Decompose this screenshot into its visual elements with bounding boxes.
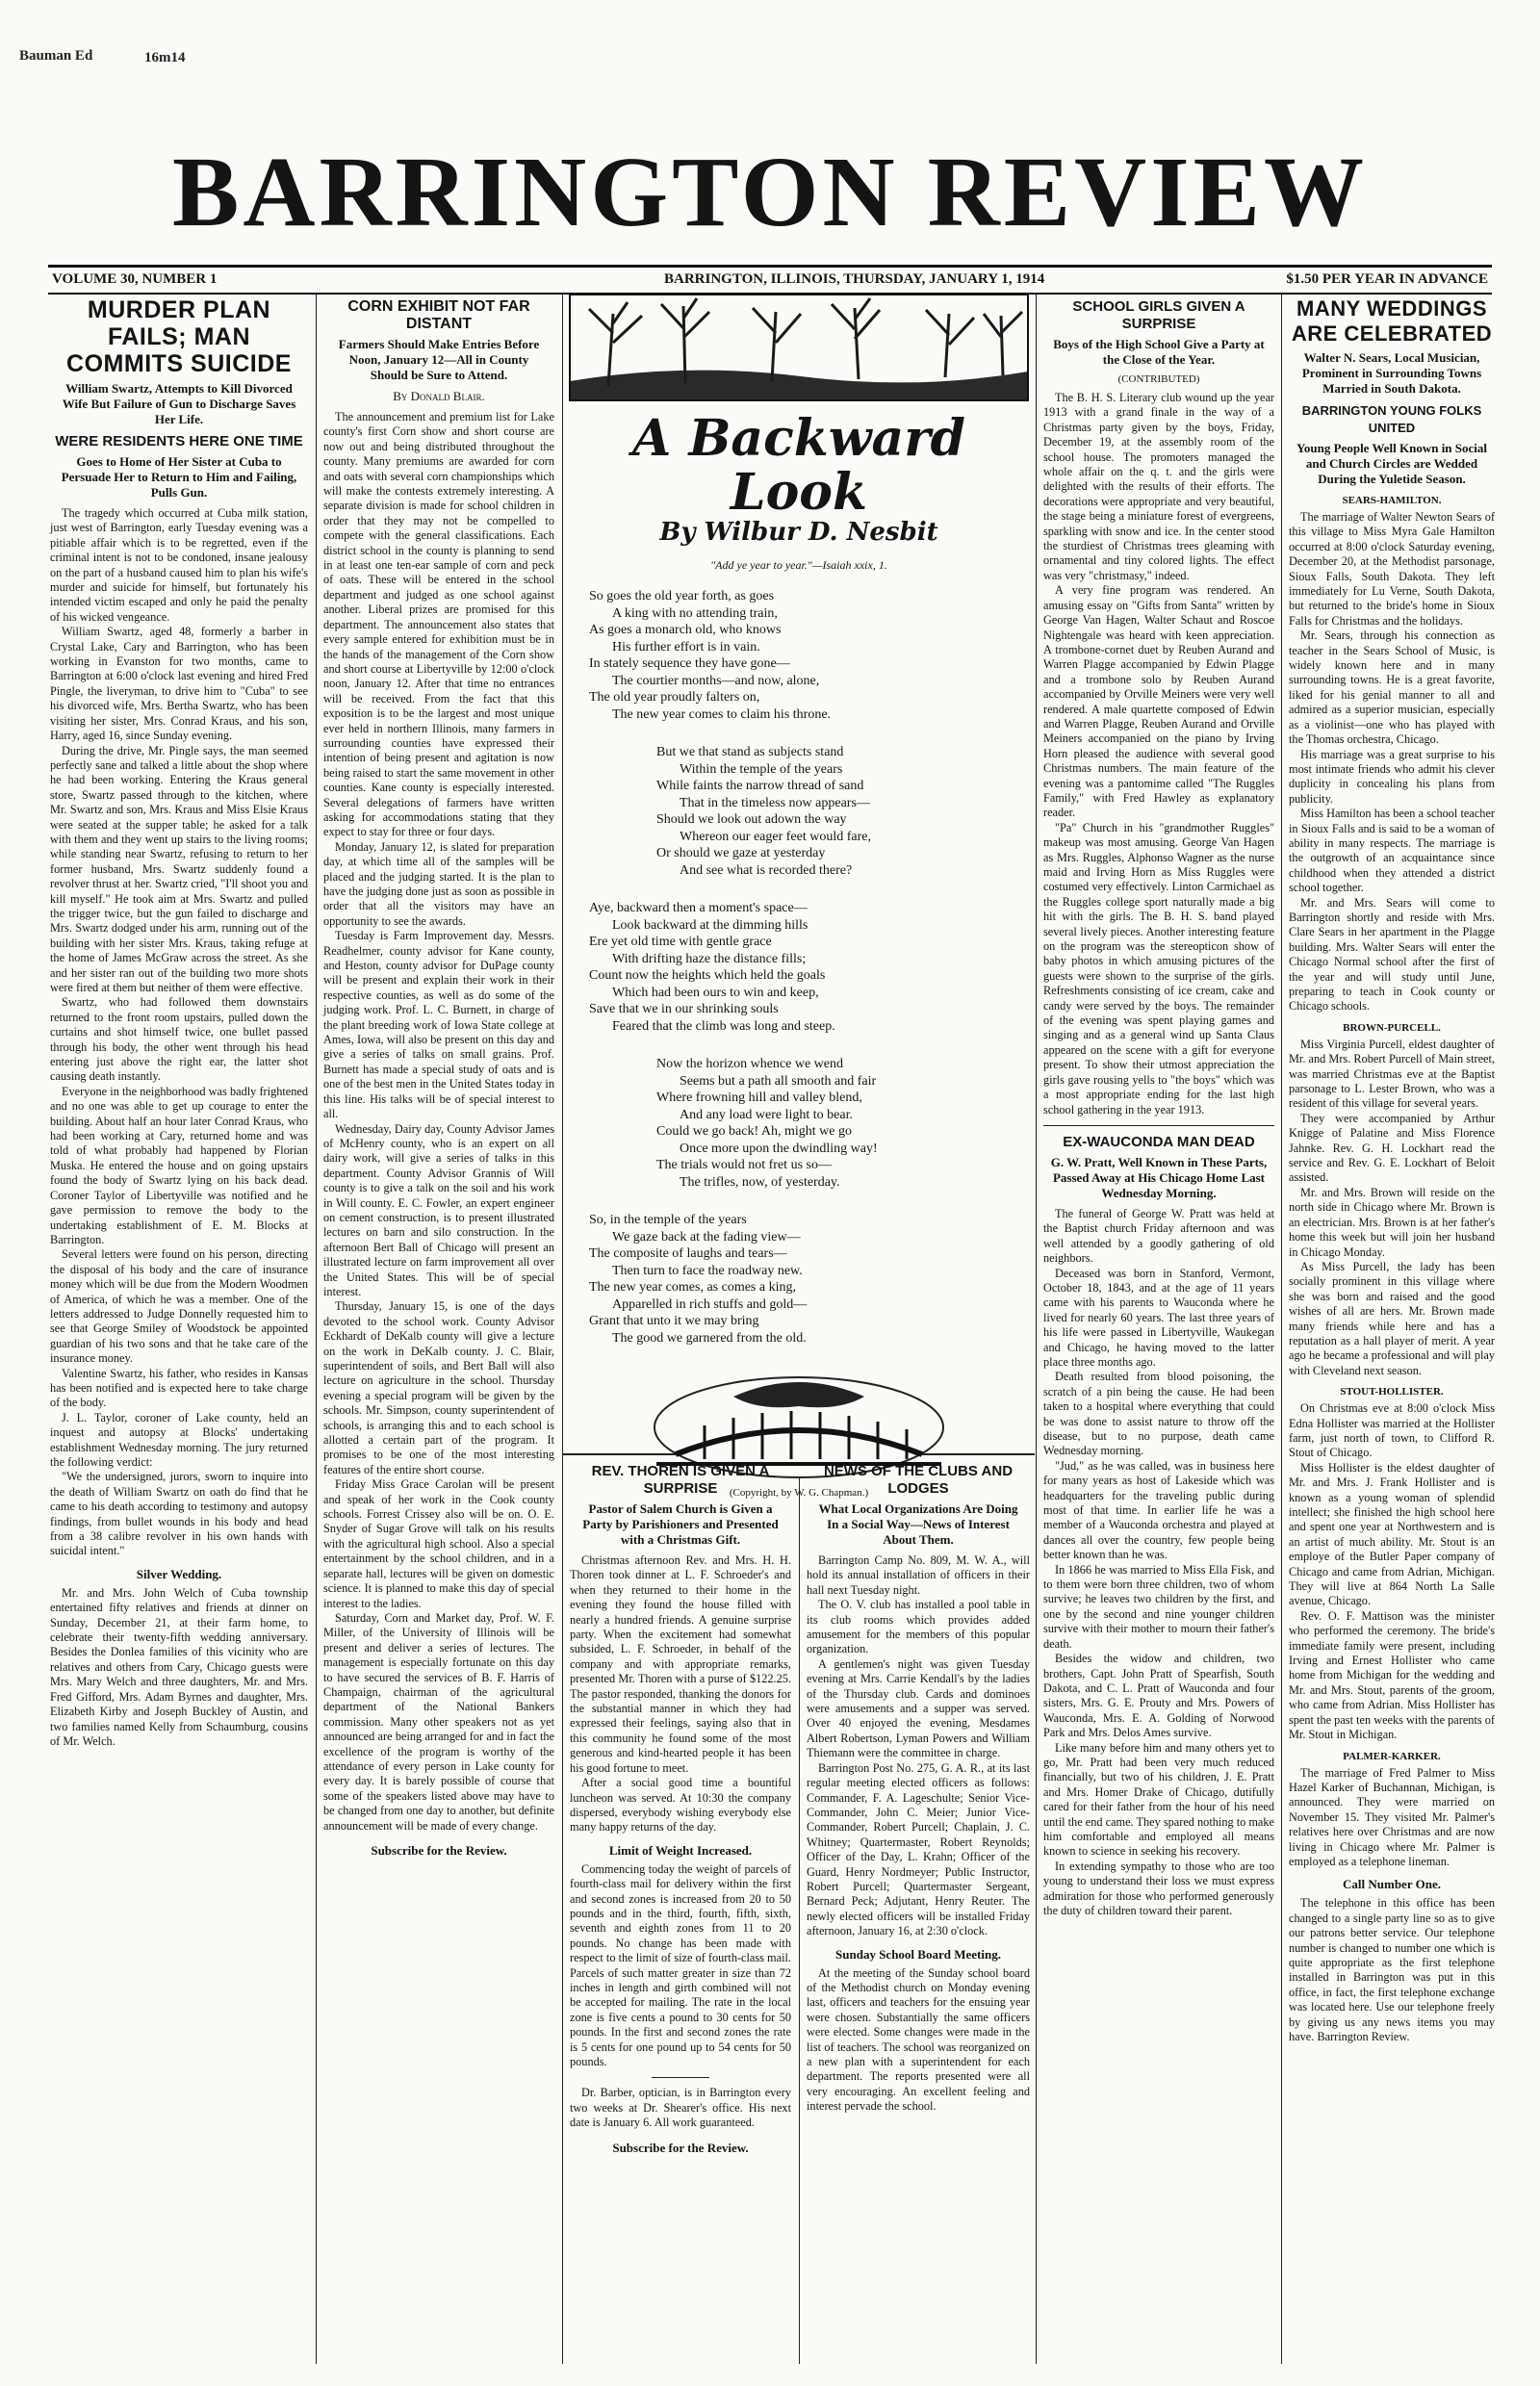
article-murder (50, 295, 308, 2364)
poem-line: That in the timeless now appears— (680, 795, 870, 810)
poem-line: While faints the narrow thread of sand (656, 779, 864, 793)
article-weddings (1289, 295, 1495, 2364)
wedding-section-title: BROWN-PURCELL. (1343, 1021, 1441, 1034)
wauconda-headline: EX-WAUCONDA MAN DEAD (1063, 1133, 1255, 1150)
subscribe-notice: Subscribe for the Review. (612, 2140, 749, 2155)
poem-epigraph: "Add ye year to year."—Isaiah xxix, 1. (710, 558, 887, 572)
poem-stanza (589, 1212, 1028, 1347)
poem-line: Whereon our eager feet would fare, (680, 829, 872, 844)
poem-line: Could we go back! Ah, might we go (656, 1124, 852, 1139)
poem-line: And any load were light to bear. (680, 1107, 854, 1122)
poem-line: The good we garnered from the old. (612, 1330, 807, 1346)
corn-paragraph: Saturday, Corn and Market day, Prof. W. F. Miller, of the University of Illinois will be present and deliver a series of lectures. The management is especially fortunate on this day to have secured the services of B. F. Harris of Champaign, chairman of the agricultural department of the National Bankers commission. Many other speakers not as yet announced are being arranged for and in fact the excellence of the program is worthy of the attendance of every person in Lake county for every day. It is barely possible of course that some of the speakers listed above may have to be changed from one day to another, but definite announcement will be made of every change. (323, 1610, 554, 1833)
wedding-paragraph: Mr. and Mrs. Brown will reside on the north side in Chicago where Mr. Brown is an electrician. Mrs. Brown is at her father's home this week but will join her husband in Chicago Monday. (1289, 1185, 1495, 1259)
barber-notice: Dr. Barber, optician, is in Barrington every two weeks at Dr. Shearer's office. His next date is January 6. All work guaranteed. (570, 2086, 791, 2130)
murder-subhead: WERE RESIDENTS HERE ONE TIME (55, 433, 303, 449)
poem-stanza (656, 1056, 1028, 1191)
wedding-paragraph: As Miss Purcell, the lady has been socially prominent in this village where she was born and raised and the good wishes of all are hers. Mr. Brown made many friends while here and has a reputation as a hall player of merit. A year ago he became a professional and will play with Cleveland next season. (1289, 1259, 1495, 1377)
corn-paragraph: Tuesday is Farm Improvement day. Messrs. Readhelmer, county advisor for Kane county, and Heston, county advisor for DuPage county will be present and explain their work in their respective counties, as well as do some of the judging work. Prof. L. C. Burnett, in charge of the plant breeding work of Iowa State college at Ames, Iowa, will also be present on this day and give a series of talks on small grains. Prof. Burnett has made a special study of oats and is one of the best men in the United States today in this line. His talks will be of special interest to all. (323, 929, 554, 1121)
poem-line: His further effort is in vain. (612, 639, 760, 654)
corn-paragraph: Monday, January 12, is slated for preparation day, at which time all of the samples will be placed and the judging started. It is the plan to have the judging done just as soon as possible in order that all the visitors may have an opportunity to see the awards. (323, 839, 554, 928)
column-rule (562, 295, 563, 2364)
poem-line: Save that we in our shrinking souls (589, 1002, 779, 1016)
column-rule (316, 295, 317, 2364)
school-girls-headline: SCHOOL GIRLS GIVEN A SURPRISE (1072, 298, 1245, 332)
poem-line: The trials would not fret us so— (656, 1158, 832, 1172)
corn-paragraph: The announcement and premium list for Lake county's first Corn show and short course are now out and being distributed throughout the county. Many premiums are awarded for corn and oats with several corn championships which will make the contests extremely interesting. A separate division is made for school children in order that they may not be compelled to compete with the general classifications. Each district school in the county is planning to send in at least one ten-ear sample of corn and peck of oats. These will be entered in the school department and judged as one school against another. Liberal prizes are promised for this department. The announcement also states that every sample entered for exhibition must be in the hands of the management of the Corn show and short course at Libertyville by 12:00 o'clock noon, January 12. After that time no entrances will be received. From the fact that this exposition is to be the largest and most unique ever held in northern Illinois, many farmers in surrounding counties have expressed their intention of being present and agitation is now being raised to start the same movement in other counties. Kane county is especially interested. Several delegations of farmers have written asking for accommodations stating that they expect to stay for three or four days. (323, 410, 554, 839)
poem-line: Apparelled in rich stuffs and gold— (612, 1296, 808, 1312)
wauconda-paragraph: "Jud," as he was called, was in business here for many years as host of Lakeside which was headquarters for the traveling public during most of that time. In earlier life he was a member of a Wauconda orchestra and played at dances all over the country, few people being better known than he was. (1043, 1458, 1274, 1562)
poem-stanza (656, 744, 1028, 879)
poem-line: The courtier months—and now, alone, (612, 673, 820, 688)
murder-headline: MURDER PLAN FAILS; MAN COMMITS SUICIDE (66, 296, 292, 377)
divider (652, 2077, 709, 2078)
column-rule (1281, 295, 1282, 2364)
thoren-paragraph: After a social good time a bountiful luncheon was served. At 10:30 the company dispersed, everybody wishing everybody else many happy returns of the day. (570, 1776, 791, 1834)
article-thoren (570, 1459, 791, 2364)
clubs-paragraph: The O. V. club has installed a pool table in its club rooms which provides added amusement for the members of this popular organization. (807, 1598, 1030, 1656)
column-rule (1036, 295, 1037, 2364)
poem-line: Aye, backward then a moment's space— (589, 901, 808, 915)
archive-stamp-left: Bauman Ed (19, 48, 93, 64)
silver-wedding-text: Mr. and Mrs. John Welch of Cuba township entertained fifty relatives and friends at dinner on Sunday, December 21, at their farm home, to celebrate their twenty-fifth wedding anniversary. Besides the Donlea families of this vicinity who are relatives and others from Cary, Chicago guests were Mrs. Mary Welch and three daughters, Mr. and Mrs. Fred Gifford, Mrs. Adam Byrnes and daughter, Mrs. Elizabeth Kirby and Joseph Buckley of Austin, and two families named Kelly from Schaumburg, cousins of Mr. Welch. (50, 1585, 308, 1748)
poem-line: So goes the old year forth, as goes (589, 589, 775, 603)
murder-paragraph: The tragedy which occurred at Cuba milk station, just west of Barrington, early Tuesday evening was a pitiable affair which is to be regretted, even if the criminal intent is not to be condoned, insane jealousy on the part of a husband caused him to plan his wife's murder and suicide for himself, but fortunately his intended victim escaped and only he paid the penalty of his wicked vengeance. (50, 506, 308, 624)
corn-byline: By Donald Blair. (393, 389, 485, 403)
weddings-subdeck: Young People Well Known in Social and Church Circles are Wedded During the Yuletide Season. (1296, 441, 1488, 486)
limit-title: Limit of Weight Increased. (608, 1842, 753, 1858)
poem-line: Where frowning hill and valley blend, (656, 1090, 862, 1105)
sunday-school-title: Sunday School Board Meeting. (835, 1946, 1001, 1962)
wedding-paragraph: The marriage of Walter Newton Sears of this village to Miss Myra Gale Hamilton occurred at 8:00 o'clock Saturday evening, December 20, at the Methodist parsonage, Sioux Falls, South Dakota. They left immediately for Lu Verne, South Dakota, but returned to the bride's home in Sioux Falls for Christmas and the holidays. (1289, 510, 1495, 628)
poem-line: The trifles, now, of yesterday. (680, 1174, 840, 1190)
school-girls-paragraph: A very fine program was rendered. An amusing essay on "Gifts from Santa" written by George Van Hagen, Walter Schaut and Roscoe Nightengale was heard with keen appreciation. A trombone-cornet duet by Reuben Aurand and Warren Plagge accompanied by Edwin Plagge and a trombone solo by Reuben Aurand accompanied by Orville Meiners were very well rendered. A male quartette composed of Edwin and Warren Plagge, Reuben Aurand and Orville Meiners accompanied on the piano by Irving Horn pleased the audience with several good Christmas numbers. The main feature of the evening was a pantomime called "The Ruggles Family," with Fred Hawley as explanatory reader. (1043, 583, 1274, 820)
poem-title: A Backward Look (632, 409, 965, 522)
poem-line: A king with no attending train, (612, 605, 778, 621)
article-corn-exhibit (323, 295, 554, 2364)
poem-stanza (589, 900, 1028, 1035)
thoren-paragraph: Christmas afternoon Rev. and Mrs. H. H. Thoren took dinner at L. F. Schroeder's and when they returned to their home in the evening they found the house filled with nearly a hundred friends. A genuine surprise party. When the excitement had somewhat subsided, L. F. Schroeder, in behalf of the company and with appropriate remarks, presented Mr. Thoren with a purse of $122.25. The pastor responded, thanking the donors for the substantial manner in which they had expressed their feelings, saying also that in this community he found some of the most generous and kind-hearted people it has been his good fortune to meet. (570, 1553, 791, 1775)
wedding-section-title: SEARS-HAMILTON. (1342, 495, 1442, 506)
article-school-girls (1043, 295, 1274, 2364)
poem-line: The composite of laughs and tears— (589, 1246, 787, 1261)
school-girls-paragraph: "Pa" Church in his "grandmother Ruggles" makeup was most amusing. George Van Hagen as Mrs. Ruggles, Alphonso Wagner as the nurse maid and Irving Horn as Miss Ruggles were costumed very effectively. Linton Carmichael as the Ruggles college sport naturally made a big hit with the girls. The B. H. S. band played several lively pieces. Another interesting feature on the program was the stereopticon show of baby photos in which amusing pictures of the guests were shown to the surprise of the girls. Refreshments consisting of ice cream, cake and candy were served by the boys. The remainder of the evening was spent playing games and singing and as a general wind up Santa Claus appeared on the scene with a gift for everyone present. To show their utmost appreciation the girls gave rousing yells to "the boys" which was a most appropriate ending for the last high school gathering in the year 1913. (1043, 820, 1274, 1116)
clubs-headline: NEWS OF THE CLUBS AND LODGES (823, 1463, 1014, 1497)
poem-copyright: (Copyright, by W. G. Chapman.) (729, 1487, 869, 1499)
poem-line: Ere yet old time with gentle grace (589, 935, 772, 949)
murder-deck: William Swartz, Attempts to Kill Divorced Wife But Failure of Gun to Discharge Saves Her Life. (62, 381, 296, 426)
poem-line: Now the horizon whence we wend (656, 1057, 843, 1071)
sunday-school-text: At the meeting of the Sunday school board of the Methodist church on Monday evening last, officers and teachers for the ensuing year were chosen. Substantially the same officers were elected. Some changes were made in the list of teachers. The school was reorganized on a new plan with a superintendent for each department. The reports presented were all very encouraging. An excellent feeling and interest pervade the school. (807, 1965, 1030, 2114)
poem-line: With drifting haze the distance fills; (612, 951, 807, 966)
subscribe-notice: Subscribe for the Review. (371, 1843, 507, 1858)
place-date: BARRINGTON, ILLINOIS, THURSDAY, JANUARY 1, 1914 (664, 271, 1045, 287)
weddings-subhead: BARRINGTON YOUNG FOLKS UNITED (1301, 403, 1482, 435)
wauconda-paragraph: Death resulted from blood poisoning, the scratch of a pin being the cause. He had been taken to a hospital where everything that could be was done to assist nature to throw off the disease, but to no purpose, death came Wednesday morning. (1043, 1370, 1274, 1458)
wauconda-paragraph: The funeral of George W. Pratt was held at the Baptist church Friday afternoon and was well attended by a goodly gathering of old neighbors. (1043, 1206, 1274, 1266)
wedding-paragraph: Mr. Sears, through his connection as teacher in the Sears School of Music, is widely known here and in many surrounding towns. He is a great favorite, liked for his genial manner to all and admired as a superior musician, especially as a violinist—one who has played with the Thomas orchestra, Chicago. (1289, 629, 1495, 747)
masthead-title: BARRINGTON REVIEW (171, 137, 1369, 247)
clubs-paragraph: A gentlemen's night was given Tuesday evening at Mrs. Carrie Kendall's by the ladies of the Thursday club. Cards and dominoes were amusements and a supper was served. Over 40 enjoyed the evening, Mesdames Albert Robertson, Lyman Powers and William Thiemann were the committee in charge. (807, 1656, 1030, 1760)
corn-paragraph: Friday Miss Grace Carolan will be present and speak of her work in the Cook county schools. Forrest Crissey also will be on. O. E. Snyder of Sugar Grove will talk on his results with the agricultural high school. Also a special entertainment by the school children, and in a separate hall, lectures will be given on domestic science. It is planned to make this day of special interest to the ladies. (323, 1477, 554, 1610)
clubs-paragraph: Barrington Post No. 275, G. A. R., at its last regular meeting elected officers as follows: Commander, F. A. Lageschulte; Senior Vice-Commander, John C. Meier; Junior Vice-Commander, Robert Purcell; Chaplain, J. C. Whitney; Quartermaster, Robert Reynolds; Officer of the Day, L. Krahn; Officer of the Guard, Henry Nordmeyer; Public Instructor, Robert Purcell; Quartermaster Sergeant, Bernard Peck; Adjutant, Henry Reuter. The newly elected officers will be installed Friday afternoon, January 16, at 2:30 o'clock. (807, 1760, 1030, 1938)
wedding-paragraph: They were accompanied by Arthur Knigge of Palatine and Miss Florence Jahnke. Rev. G. H. Lockhart read the service and Rev. G. E. Lockhart of Beloit assisted. (1289, 1111, 1495, 1185)
wauconda-paragraph: Deceased was born in Stanford, Vermont, October 18, 1843, and at the age of 11 years came with his parents to Wauconda where he lived for nearly 60 years. The last three years of his life were passed in Libertyville, Waukegan and Chicago, he having moved to the latter place three months ago. (1043, 1266, 1274, 1369)
murder-paragraph: During the drive, Mr. Pingle says, the man seemed perfectly sane and talked a little about the shop where he had been working. Entering the Kraus general store, Swartz passed through to the kitchen, where Mr. Swartz and son, Mrs. Kraus and Miss Elsie Kraus were seated at the supper table; he asked for a talk with them and they went up stairs to the living rooms; while standing near Swartz, refusing to return to her former husband, Mrs. Swartz suddenly found a revolver thrust at her. Swartz cried, "I'll shoot you and kill myself." He took aim at Mrs. Swartz and pulled the trigger twice, but the gun failed to discharge and Mrs. Swartz dodged under his arm, running out of the building with her sister Mrs. Kraus, taking refuge at the home of James McGraw across the street. As she and her sister ran out of the building two more shots were fired at them but neither of them were effective. (50, 743, 308, 994)
corn-headline: CORN EXHIBIT NOT FAR DISTANT (347, 298, 530, 332)
call-number-title: Call Number One. (1343, 1877, 1441, 1892)
winter-trees-illustration (570, 295, 1028, 400)
wedding-paragraph: Mr. and Mrs. Sears will come to Barrington shortly and reside with Mrs. Clare Sears in her apartment in the Plagge building. Mrs. Walter Sears will enter the Chicago Normal school after the first of the year and will study until June, preparing to teach in Cook county or Chicago schools. (1289, 895, 1495, 1013)
poem-line: Should we look out adown the way (656, 812, 847, 827)
wedding-paragraph: On Christmas eve at 8:00 o'clock Miss Edna Hollister was married at the Hollister farm, just north of town, to Clifford R. Stout of Chicago. (1289, 1401, 1495, 1460)
poem-line: Count now the heights which held the goals (589, 968, 826, 983)
wedding-paragraph: The marriage of Fred Palmer to Miss Hazel Karker of Buchannan, Michigan, is announced. They were married on November 15. They visited Mr. Palmer's relatives here over Christmas and are now living in Chicago where Mr. Palmer is employed as a telephone lineman. (1289, 1765, 1495, 1868)
call-number-text: The telephone in this office has been changed to a single party line so as to give our patrons better service. Our telephone number is changed to number one which is quite appropriate as the first telephone installed in Barrington was put in this office, in fact, the first telephone exchange was located here. Use our telephone freely by giving us any news items you may have. Barrington Review. (1289, 1896, 1495, 2043)
wedding-paragraph: Miss Hollister is the eldest daughter of Mr. and Mrs. J. Frank Hollister and is known as a young woman of splendid intellect; she finished the high school here and spent one year at Northwestern and is an artist of much ability. Mr. Stout is an employe of the Butler Paper company of Chicago and came from Adrian, Michigan. They will live at 864 North La Salle avenue, Chicago. (1289, 1460, 1495, 1608)
poem-line: We gaze back at the fading view— (612, 1229, 801, 1244)
archive-stamp-right: 16m14 (144, 50, 186, 65)
murder-paragraph: Everyone in the neighborhood was badly frightened and no one was able to get up courage to enter the building. About half an hour later Conrad Kraus, who had been working at Cary, returned home and was told of what probably had happened by Florian Muska. He entered the house and on going upstairs found the body of Swartz lying on his back dead. Coroner Taylor of Libertyville was notified and he gave permission to remove the body to the undertaking establishment of E. M. Blocks at Barrington. (50, 1084, 308, 1246)
wedding-paragraph: His marriage was a great surprise to his most intimate friends who admit his clever duplicity in concealing his plans from publicity. (1289, 747, 1495, 806)
silver-wedding-title: Silver Wedding. (136, 1566, 222, 1581)
poem-line: And see what is recorded there? (680, 862, 853, 878)
poem-line: Then turn to face the roadway new. (612, 1263, 803, 1278)
murder-subdeck: Goes to Home of Her Sister at Cuba to Persuade Her to Return to Him and Failing, Pulls Gun. (61, 454, 297, 500)
clubs-deck: What Local Organizations Are Doing In a Social Way—News of Interest About Them. (818, 1501, 1018, 1547)
divider (1043, 1125, 1274, 1126)
wauconda-paragraph: Like many before him and many others yet to go, Mr. Pratt had been very much reduced financially, but two of his children, J. E. Pratt and Mrs. Homer Drake of Chicago, dutifully cared for their father from the hour of his need until the end came. They spared nothing to make him comfortable and employed all means known to science in seeking his recovery. (1043, 1740, 1274, 1859)
wauconda-paragraph: In 1866 he was married to Miss Ella Fisk, and to them were born three children, two of whom survive; he leaves two children by the first, and one by the second and nine younger children survive with their mother to mourn their father's death. (1043, 1562, 1274, 1651)
wedding-section-title: PALMER-KARKER. (1343, 1750, 1441, 1762)
murder-paragraph: Valentine Swartz, his father, who resides in Kansas has been notified and is expected here to take charge of the body. (50, 1366, 308, 1410)
school-girls-deck: Boys of the High School Give a Party at the Close of the Year. (1053, 337, 1265, 367)
poem-line: Once more upon the dwindling way! (680, 1141, 878, 1156)
murder-paragraph: J. L. Taylor, coroner of Lake county, held an inquest and autopsy at Blocks' undertaking establishment Wednesday morning. The jury returned the following verdict: (50, 1410, 308, 1469)
poem-line: Which had been ours to win and keep, (612, 985, 819, 1000)
wauconda-paragraph: Besides the widow and children, two brothers, Capt. John Pratt of Spearfish, South Dakota, and C. L. Pratt of Wauconda and four sisters, Mrs. G. E. Prouty and Mrs. Powers of Wauconda, Mrs. E. A. Golding of Norwood Park and Mrs. Delos Ames survive. (1043, 1652, 1274, 1740)
poem-line: Look backward at the dimming hills (612, 917, 808, 933)
poem-line: The new year comes to claim his throne. (612, 706, 832, 722)
poem-line: The old year proudly falters on, (589, 690, 760, 705)
murder-paragraph: Several letters were found on his person, directing the disposal of his body and the care of insurance money which will be due from the Modern Woodmen of America, of which he was a member. One of the letters addressed to Judge Donnelly requested him to see that George Smiley of Woodstock be appointed guardian of his two sons and that he take care of the insurance money. (50, 1247, 308, 1366)
poem-line: In stately sequence they have gone— (589, 656, 790, 671)
column-rule (799, 1455, 800, 2364)
wauconda-deck: G. W. Pratt, Well Known in These Parts, Passed Away at His Chicago Home Last Wednesday Morning. (1050, 1154, 1268, 1200)
wedding-paragraph: Miss Hamilton has been a school teacher in Sioux Falls and is said to be a woman of ability in many respects. The marriage is the outgrowth of an acquaintance since childhood when they attended a district school together. (1289, 807, 1495, 895)
poem-line: The new year comes, as comes a king, (589, 1280, 796, 1295)
subscription-price: $1.50 PER YEAR IN ADVANCE (1286, 271, 1488, 287)
poem-line: Grant that unto it we may bring (589, 1314, 759, 1328)
wauconda-paragraph: In extending sympathy to those who are too young to understand their loss we must express admiration for those who performed generously the duty of children toward their parent. (1043, 1859, 1274, 1917)
corn-paragraph: Wednesday, Dairy day, County Advisor James of McHenry county, who is an expert on all dairy work, will give a series of talks in this department. County Advisor Grannis of Will county is to give a talk on the soil and his work in Will county. E. C. Fowler, an expert engineer on cement construction, is to present illustrated lectures on barn and silo construction. In the afternoon Bert Ball of Chicago will present an illustrated lecture on farm improvement all over the United States. This will be of special interest. (323, 1121, 554, 1298)
article-clubs (807, 1459, 1030, 2364)
wedding-paragraph: Rev. O. F. Mattison was the minister who performed the ceremony. The bride's immediate family were present, including Irving and Ernest Hollister who came home from Michigan for the wedding and Mr. and Mrs. Stout, parents of the groom, who came from Adrian. Miss Hollister has spent the past ten weeks with the parents of Mr. Stout in Michigan. (1289, 1608, 1495, 1742)
volume-number: VOLUME 30, NUMBER 1 (52, 271, 218, 287)
poem-author: By Wilbur D. Nesbit (659, 518, 938, 547)
dateline-bar (48, 265, 1492, 295)
thoren-deck: Pastor of Salem Church is Given a Party by Parishioners and Presented with a Christmas Gift. (582, 1501, 779, 1547)
poem-line: Seems but a path all smooth and fair (680, 1073, 877, 1089)
clubs-paragraph: Barrington Camp No. 809, M. W. A., will hold its annual installation of officers in their hall next Tuesday night. (807, 1553, 1030, 1597)
weddings-headline: MANY WEDDINGS ARE CELEBRATED (1291, 296, 1493, 346)
wedding-paragraph: Miss Virginia Purcell, eldest daughter of Mr. and Mrs. Robert Purcell of Main street, was married Christmas eve at the Baptist parsonage to L. Lester Brown, who was a resident of this village for several years. (1289, 1037, 1495, 1111)
school-girls-paragraph: The B. H. S. Literary club wound up the year 1913 with a grand finale in the way of a Christmas party given by the boys, Friday, December 19, at the assembly room of the school house. The promoters managed the whole affair on the q. t. and the girls were delighted with the results of their efforts. The decorations were appropriate and very beautiful, the stage being a miniature forest of evergreens, sparkling with snow and ice. In the center stood the sturdiest of Christmas trees gleaming with ornamental and tiny colored lights. The effect was very "christmasy," indeed. (1043, 391, 1274, 582)
poem-line: So, in the temple of the years (589, 1213, 747, 1227)
poem-stanza (589, 588, 1028, 723)
corn-deck: Farmers Should Make Entries Before Noon, January 12—All in County Should be Sure to Attend. (338, 337, 540, 382)
poem-line: Feared that the climb was long and steep. (612, 1018, 835, 1034)
murder-paragraph: "We the undersigned, jurors, sworn to inquire into the death of William Swartz on oath do find that he came to his death according to testimony and autopsy findings, from bullet wounds in his body and head from a 38 calibre revolver in his own hands with suicidal intent." (50, 1470, 308, 1558)
wedding-section-title: STOUT-HOLLISTER. (1340, 1386, 1444, 1398)
contributed-label: (CONTRIBUTED) (1117, 373, 1200, 385)
thoren-headline: REV. THOREN IS GIVEN A SURPRISE (591, 1463, 770, 1497)
poem-line: Within the temple of the years (680, 761, 843, 777)
murder-paragraph: Swartz, who had followed them downstairs returned to the front room upstairs, pulled down the curtains and shot himself twice, one bullet passed through his body, the other went through his head entering just above the right ear, the latter shot causing death instantly. (50, 995, 308, 1084)
limit-text: Commencing today the weight of parcels of fourth-class mail for delivery within the first and second zones is increased from 20 to 50 pounds and in the third, fourth, fifth, sixth, seventh and eighth zones from 11 to 20 pounds. No change has been made with respect to the limit of size of fourth-class mail. Parcels of such matter greater in size than 72 inches in length and girth combined will not be accepted for mailing. The rate in the local zone is five cents a pound to 30 cents for 50 pounds. In the first and second zones the rate is 5 cents for one pound up to 54 cents for 50 pounds. (570, 1861, 791, 2068)
corn-paragraph: Thursday, January 15, is one of the days devoted to the school work. County Advisor Eckhardt of DeKalb county will give a lecture on the work in DeKalb county. J. C. Blair, superintendent of soils, and Bert Ball will also lecture on agriculture in the school. Thursday evening a special program will be given by the schools. Mr. Simpson, county superintendent of schools, is arranging this and to each school is allotted a certain part of the program. It promises to be one of the most interesting features of the entire short course. (323, 1299, 554, 1476)
weddings-deck: Walter N. Sears, Local Musician, Prominent in Surrounding Towns Married in South Dakota. (1301, 350, 1482, 396)
poem-line: But we that stand as subjects stand (656, 745, 844, 759)
murder-paragraph: William Swartz, aged 48, formerly a barber in Crystal Lake, Cary and Barrington, who has been working in Evanston for two months, came to Barrington at 6:00 o'clock last evening and hired Fred Pingle, the liveryman, to drive him to "Cuba" to see his divorced wife, Mrs. Bertha Swartz, who has been visiting her sister, Mrs. Conrad Kraus, and his son, Harry, aged 16, since Sunday evening. (50, 625, 308, 743)
poem-line: As goes a monarch old, who knows (589, 623, 782, 637)
poem-line: Or should we gaze at yesterday (656, 846, 826, 860)
